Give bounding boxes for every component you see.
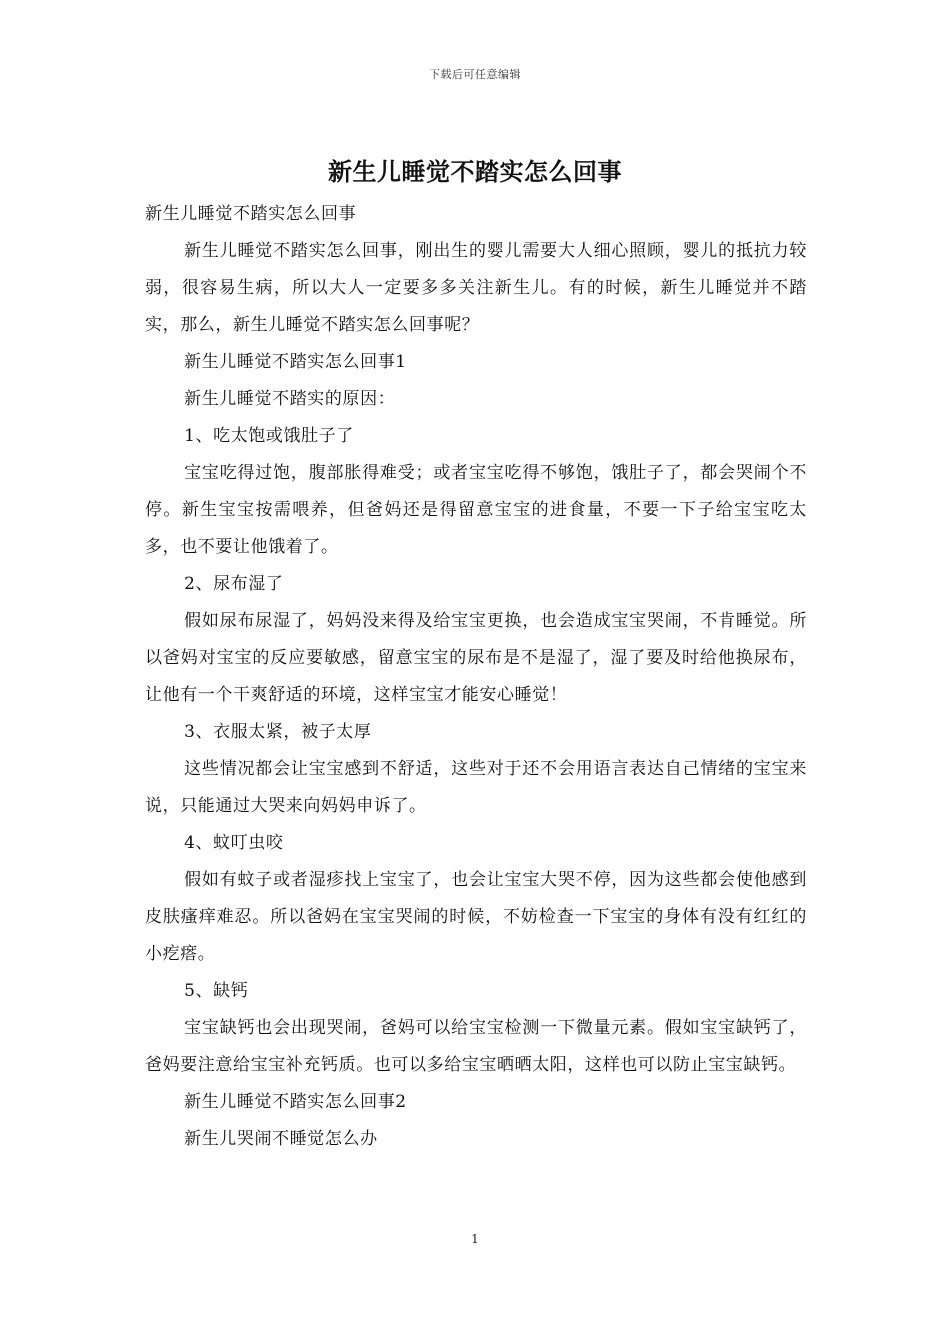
section-heading-2: 新生儿睡觉不踏实怎么回事2 — [184, 1092, 407, 1112]
document-body — [145, 196, 807, 1158]
section-heading-1: 新生儿睡觉不踏实怎么回事1 — [184, 352, 407, 372]
paragraph-subtitle: 新生儿睡觉不踏实怎么回事 — [145, 204, 357, 224]
paragraph-item-4: 假如有蚊子或者湿疹找上宝宝了，也会让宝宝大哭不停，因为这些都会使他感到皮肤瘙痒难忍。所以爸妈在宝宝哭闹的时候，不妨检查一下宝宝的身体有没有红红的小疙瘩。 — [145, 870, 807, 964]
document-title: 新生儿睡觉不踏实怎么回事 — [328, 157, 622, 186]
item-heading-5: 5、缺钙 — [184, 981, 249, 1001]
paragraph-item-1: 宝宝吃得过饱，腹部胀得难受；或者宝宝吃得不够饱，饿肚子了，都会哭闹个不停。新生宝宝按需喂养，但爸妈还是得留意宝宝的进食量，不要一下子给宝宝吃太多，也不要让他饿着了。 — [145, 463, 807, 557]
item-heading-2: 2、尿布湿了 — [184, 574, 284, 594]
paragraph-intro: 新生儿睡觉不踏实怎么回事，刚出生的婴儿需要大人细心照顾，婴儿的抵抗力较弱，很容易生病，所以大人一定要多多关注新生儿。有的时候，新生儿睡觉并不踏实，那么，新生儿睡觉不踏实怎么回事呢？ — [145, 241, 807, 335]
paragraph-item-3: 这些情况都会让宝宝感到不舒适，这些对于还不会用语言表达自己情绪的宝宝来说，只能通过大哭来向妈妈申诉了。 — [145, 759, 807, 816]
paragraph-causes-label: 新生儿睡觉不踏实的原因： — [184, 389, 396, 409]
item-heading-1: 1、吃太饱或饿肚子了 — [184, 426, 354, 446]
page-number: 1 — [471, 1232, 479, 1246]
item-heading-3: 3、衣服太紧，被子太厚 — [184, 722, 372, 742]
paragraph-item-5: 宝宝缺钙也会出现哭闹，爸妈可以给宝宝检测一下微量元素。假如宝宝缺钙了，爸妈要注意给宝宝补充钙质。也可以多给宝宝晒晒太阳，这样也可以防止宝宝缺钙。 — [145, 1018, 807, 1075]
item-heading-4: 4、蚊叮虫咬 — [184, 833, 284, 853]
paragraph-item-2: 假如尿布尿湿了，妈妈没来得及给宝宝更换，也会造成宝宝哭闹，不肯睡觉。所以爸妈对宝宝的反应要敏感，留意宝宝的尿布是不是湿了，湿了要及时给他换尿布，让他有一个干爽舒适的环境，这样宝宝才能安心睡觉！ — [145, 611, 807, 705]
paragraph-section-2-lead: 新生儿哭闹不睡觉怎么办 — [184, 1129, 378, 1149]
page-header: 下载后可任意编辑 — [429, 68, 521, 81]
